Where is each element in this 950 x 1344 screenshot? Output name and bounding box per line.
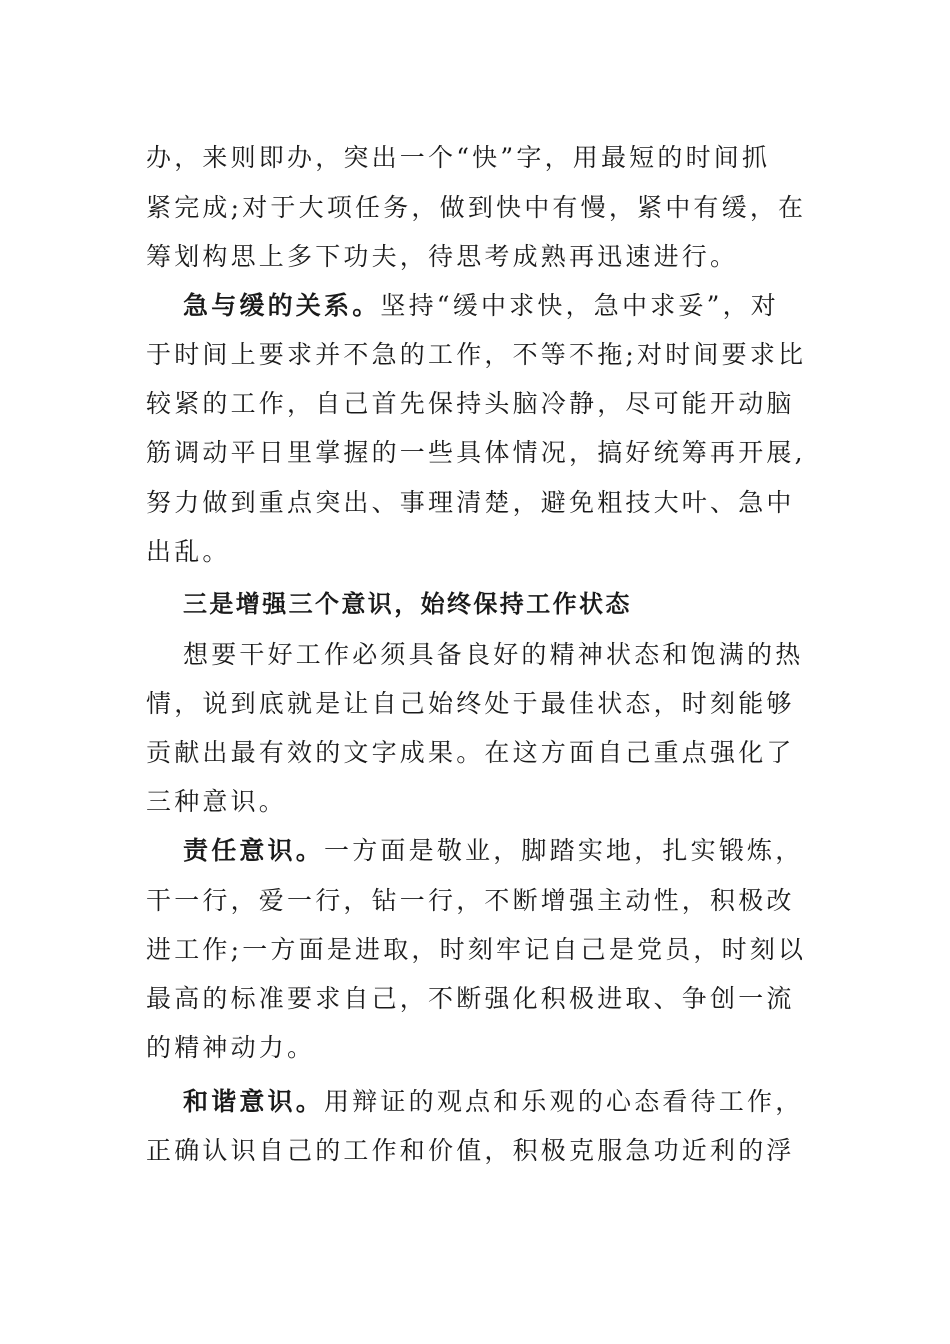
- paragraph-first-line: [183, 286, 826, 326]
- paragraph-first-line: [183, 831, 826, 871]
- paragraph-lead-bold: 和谐意识。: [183, 1087, 325, 1116]
- body-text-line: 紧完成;对于大项任务，做到快中有慢，紧中有缓，在: [146, 193, 807, 222]
- body-text-line: 筋调动平日里掌握的一些具体情况，搞好统筹再开展,: [146, 438, 806, 467]
- body-text-line: 贡献出最有效的文字成果。在这方面自己重点强化了: [146, 738, 795, 767]
- paragraph-lead-bold: 责任意识。: [183, 836, 325, 865]
- section-heading: 三是增强三个意识，始终保持工作状态: [183, 590, 632, 618]
- body-text-line: 筹划构思上多下功夫，待思考成熟再迅速进行。: [146, 242, 739, 271]
- body-text-line: 努力做到重点突出、事理清楚，避免粗技大叶、急中: [146, 488, 795, 517]
- paragraph-first-line-text: 一方面是敬业，脚踏实地，扎实锻炼，: [324, 836, 804, 865]
- body-text-line: 三种意识。: [146, 787, 288, 816]
- body-text-line: 最高的标准要求自己，不断强化积极进取、争创一流: [146, 984, 795, 1013]
- paragraph-first-line-text: 用辩证的观点和乐观的心态看待工作，: [324, 1087, 804, 1116]
- paragraph-lead-bold: 急与缓的关系。: [183, 291, 381, 320]
- body-text-line: 进工作;一方面是进取，时刻牢记自己是党员，时刻以: [146, 935, 807, 964]
- body-text-line: 情，说到底就是让自己始终处于最佳状态，时刻能够: [146, 689, 795, 718]
- body-text-line: 正确认识自己的工作和价值，积极克服急功近利的浮: [146, 1136, 795, 1165]
- paragraph-first-line-text: 坚持“缓中求快，急中求妥”，对: [380, 291, 779, 320]
- paragraph-first-line: [183, 1082, 826, 1122]
- body-text-line: 较紧的工作，自己首先保持头脑冷静，尽可能开动脑: [146, 389, 795, 418]
- body-text-line: 出乱。: [146, 537, 231, 566]
- paragraph-first-line: 想要干好工作必须具备良好的精神状态和饱满的热: [183, 640, 804, 669]
- body-text-line: 办，来则即办，突出一个“快”字，用最短的时间抓: [146, 143, 771, 172]
- body-text-line: 的精神动力。: [146, 1033, 316, 1062]
- body-text-line: 于时间上要求并不急的工作，不等不拖;对时间要求比: [146, 340, 807, 369]
- body-text-line: 干一行，爱一行，钻一行，不断增强主动性，积极改: [146, 886, 795, 915]
